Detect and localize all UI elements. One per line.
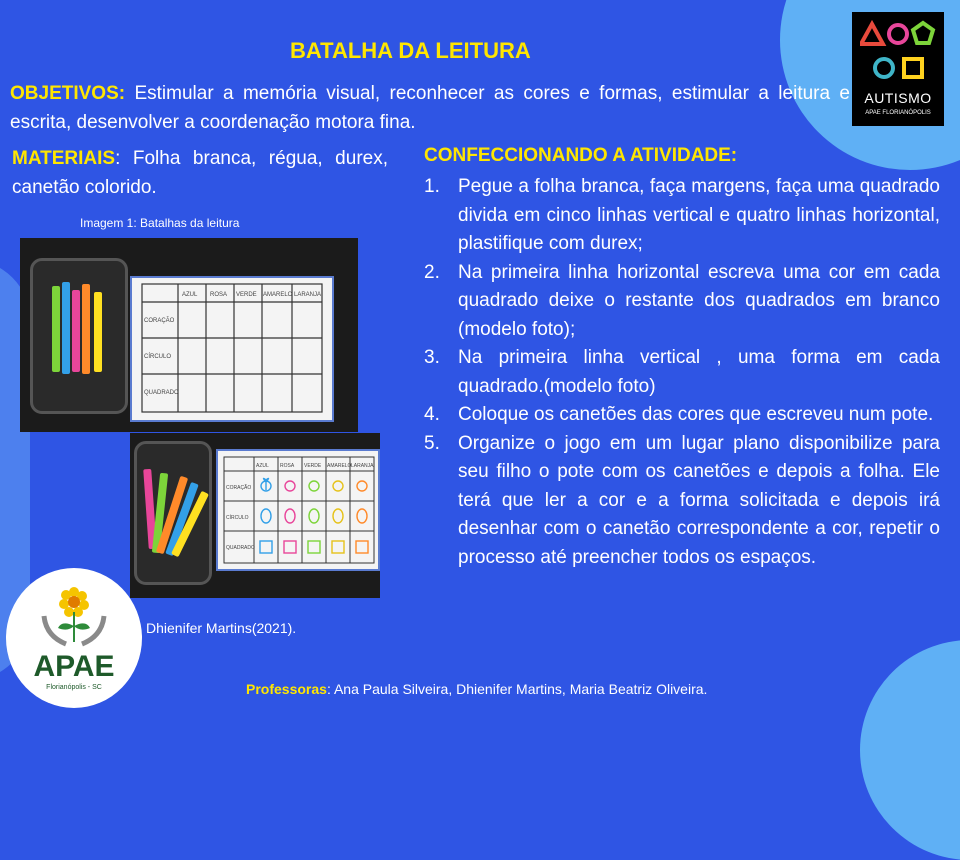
activity-photo-2 (130, 433, 380, 598)
objetivos-label: OBJETIVOS: (10, 83, 126, 104)
teachers-footer (246, 681, 707, 697)
steps-list (424, 173, 940, 572)
grid-color-label: AZUL (182, 292, 198, 298)
shapes-icon (860, 18, 936, 88)
marker (72, 290, 80, 372)
marker (94, 292, 102, 372)
grid-shape-label: CÍRCULO (144, 354, 172, 360)
step-number: 1. (424, 176, 440, 197)
drawn-shapes (260, 478, 368, 553)
marker (82, 284, 90, 374)
step-number: 4. (424, 404, 440, 425)
page-title: BATALHA DA LEITURA (290, 38, 531, 63)
autismo-logo-text: AUTISMO (864, 90, 932, 106)
autismo-logo (852, 12, 944, 126)
step-text: Organize o jogo em um lugar plano disponibilize para seu filho o pote com os canetões e depois a folha. Ele terá que ler a cor e a forma solicitada e depois irá desenhar com o canetão correspondente a cor, repetir o processo até preencher todos os espaços. (458, 432, 940, 568)
materiais-paragraph (12, 145, 388, 202)
materiais-label: MATERIAIS (12, 148, 116, 169)
objetivos-paragraph (10, 80, 850, 137)
teachers-label: Professoras (246, 681, 327, 697)
grid-shape-label: CORAÇÃO (226, 485, 252, 491)
grid-color-label: AMARELO (327, 463, 352, 469)
photo-credit: Dhienifer Martins(2021). (146, 620, 297, 636)
decorative-circle-bottom-right (860, 640, 960, 860)
step-number: 2. (424, 261, 440, 283)
step-text: Na primeira linha vertical , uma forma em cada quadrado.(modelo foto) (458, 347, 940, 397)
marker (52, 286, 60, 372)
grid-shape-label: QUADRADO (144, 390, 179, 396)
teachers-names: : Ana Paula Silveira, Dhienifer Martins, Maria Beatriz Oliveira. (326, 681, 708, 697)
materiais-text: : Folha branca, régua, durex, canetão colorido. (12, 148, 388, 198)
step-item (424, 430, 940, 573)
step-text: Pegue a folha branca, faça margens, faça uma quadrado divida em cinco linhas vertical e quatro linhas horizontal, plastifique com durex; (458, 176, 940, 254)
flower-hands-icon (36, 582, 112, 652)
grid-color-label: AZUL (256, 463, 269, 469)
apae-logo-text: APAE (33, 650, 115, 683)
grid-color-label: VERDE (236, 292, 257, 298)
step-text: Na primeira linha horizontal escreva uma cor em cada quadrado deixe o restante dos quadrados em branco (modelo foto); (458, 261, 940, 340)
autismo-logo-subtitle: APAE FLORIANÓPOLIS (865, 110, 931, 116)
marker (62, 282, 70, 374)
steps-heading: CONFECCIONANDO A ATIVIDADE: (424, 145, 738, 166)
grid-sheet-filled (216, 449, 380, 571)
activity-photo-1 (20, 238, 358, 432)
grid-shape-label: CÍRCULO (226, 515, 249, 521)
grid-color-label: AMARELO (263, 292, 293, 298)
apae-logo (6, 568, 142, 708)
step-item (424, 173, 940, 259)
grid-lines (132, 278, 332, 420)
grid-color-label: VERDE (304, 463, 322, 469)
grid-color-label: LARANJA (351, 463, 374, 469)
objetivos-text: Estimular a memória visual, reconhecer as cores e formas, estimular a leitura e escrita, desenvolver a coordenação motora fina. (10, 83, 851, 133)
grid-sheet-blank (130, 276, 334, 422)
step-item (424, 344, 940, 401)
step-number: 5. (424, 432, 440, 454)
apae-logo-subtitle: Florianópolis - SC (46, 684, 102, 691)
grid-color-label: ROSA (280, 463, 295, 469)
step-number: 3. (424, 347, 440, 368)
grid-lines-filled (218, 451, 378, 569)
grid-color-label: LARANJA (294, 292, 322, 298)
image-caption: Imagem 1: Batalhas da leitura (80, 216, 240, 230)
step-text: Coloque os canetões das cores que escreveu num pote. (458, 404, 934, 425)
grid-color-label: ROSA (210, 292, 228, 298)
step-item (424, 401, 940, 430)
grid-shape-label: CORAÇÃO (144, 318, 175, 324)
grid-shape-label: QUADRADO (226, 545, 255, 551)
step-item (424, 259, 940, 345)
